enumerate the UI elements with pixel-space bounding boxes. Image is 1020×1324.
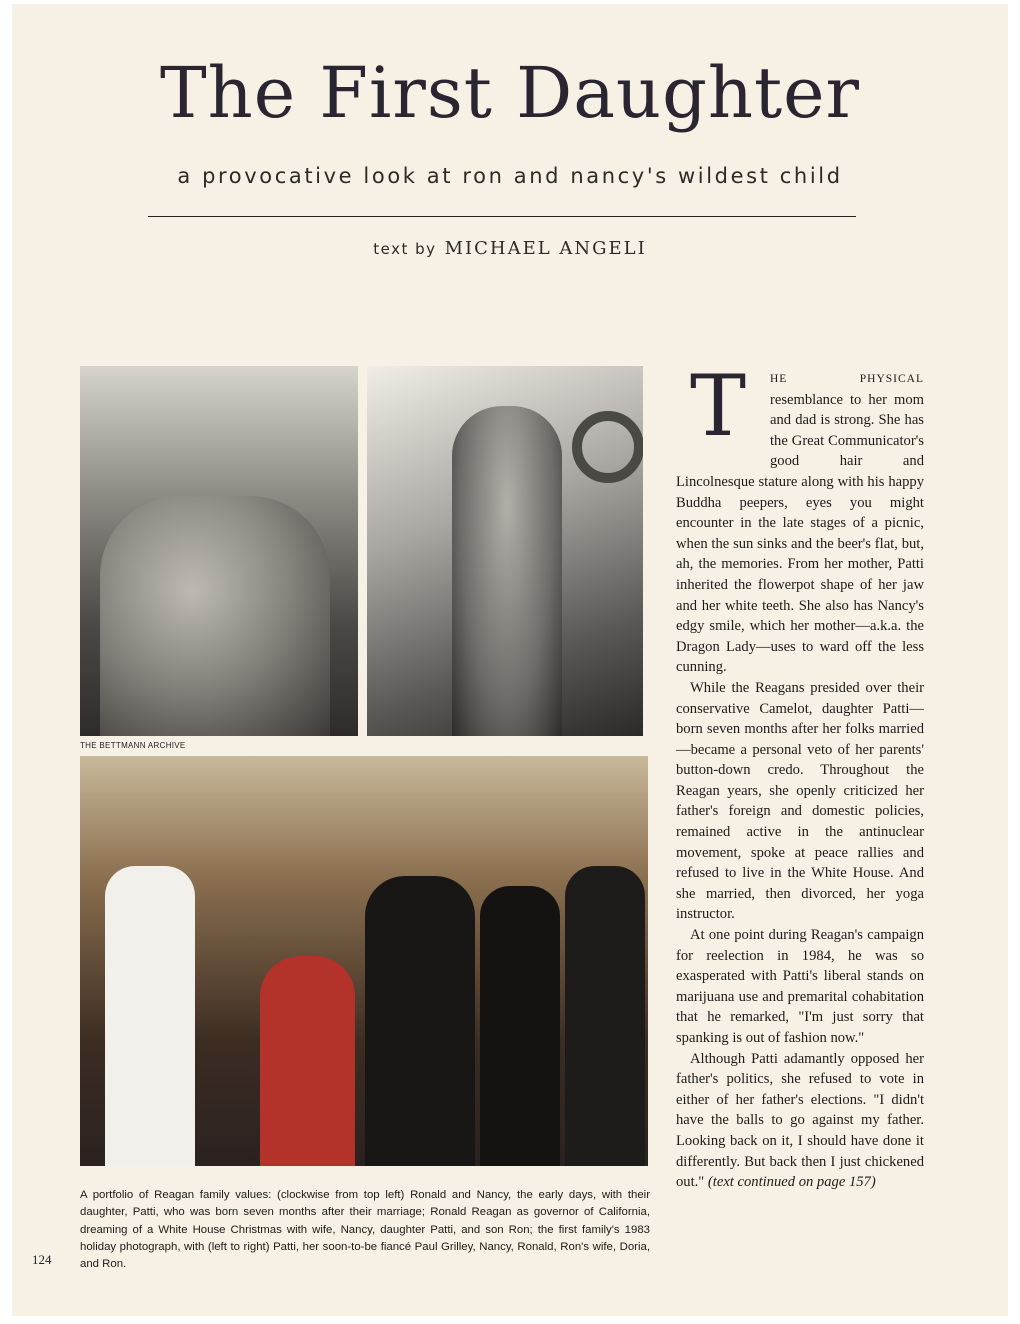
photo-holiday-1983 <box>80 756 648 1166</box>
photo-credit: THE BETTMANN ARCHIVE <box>80 741 186 750</box>
byline-author: MICHAEL ANGELI <box>444 238 647 259</box>
photo-governor-christmas <box>367 366 643 736</box>
figure-doria <box>480 886 560 1166</box>
drop-cap: T <box>689 357 747 455</box>
title-rule <box>148 216 856 217</box>
body-column <box>676 357 924 1193</box>
article-subtitle: a provocative look at ron and nancy's wildest child <box>177 164 843 188</box>
paragraph-1 <box>676 357 924 678</box>
photo-caption: A portfolio of Reagan family values: (clockwise from top left) Ronald and Nancy, the early days, with their daughter, Patti, who was born seven months after their marriage; Ronald Reagan as governor of California, dreaming of a White House Christmas with wife, Nancy, daughter Patti, and son Ron; the first family's 1983 holiday photograph, with (left to right) Patti, her soon-to-be fiancé Paul Grilley, Nancy, Ronald, Ron's wife, Doria, and Ron. <box>80 1189 650 1271</box>
paragraph-2: While the Reagans presided over their conservative Camelot, daughter Patti—born seven months after her folks married—became a personal veto of her parents' button-down credo. Throughout the Reagan years, she openly criticized her father's foreign and domestic policies, remained active in the antinuclear movement, spoke at peace rallies and refused to live in the White House. And she married, then divorced, her yoga instructor. <box>676 679 924 923</box>
figure-nancy <box>260 956 355 1166</box>
article-title: The First Daughter <box>159 52 861 134</box>
figure-ron <box>565 866 645 1166</box>
byline <box>12 238 1008 259</box>
page-number: 124 <box>32 1252 52 1267</box>
paragraph-4 <box>676 1049 924 1193</box>
figure-patti <box>105 866 195 1166</box>
lead-in: HE PHYSICAL <box>770 373 924 385</box>
paragraph-1-text: resemblance to her mom and dad is strong. She has the Great Communicator's good hair and Lincolnesque stature along with his happy Buddha peepers, eyes you might encounter in the late stages of a picnic, when the sun sinks and the beer's flat, but, ah, the memories. From her mother, Patti inherited the flowerpot shape of her jaw and her white teeth. She also has Nancy's edgy smile, which her mother—a.k.a. the Dragon Lady—uses to ward off the less cunning. <box>676 391 924 676</box>
paragraph-3: At one point during Reagan's campaign for reelection in 1984, he was so exasperated with Patti's liberal stands on marijuana use and premarital cohabitation that he remarked, "I'm just sorry that spanking is out of fashion now." <box>676 927 924 1046</box>
wreath-icon <box>572 411 643 483</box>
family-figures <box>100 496 330 736</box>
continued-link[interactable]: (text continued on page 157) <box>707 1174 876 1191</box>
family-figures <box>452 406 562 736</box>
photo-early-days <box>80 366 358 736</box>
paragraph-4-text: Although Patti adamantly opposed her father's politics, she refused to vote in either of her father's elections. "I didn't have the balls to go against my father. Looking back on it, I should have done it differently. But back then I just chickened out." <box>676 1050 924 1191</box>
byline-prefix: text by <box>373 240 437 258</box>
magazine-page <box>12 4 1008 1316</box>
figure-ronald <box>365 876 475 1166</box>
